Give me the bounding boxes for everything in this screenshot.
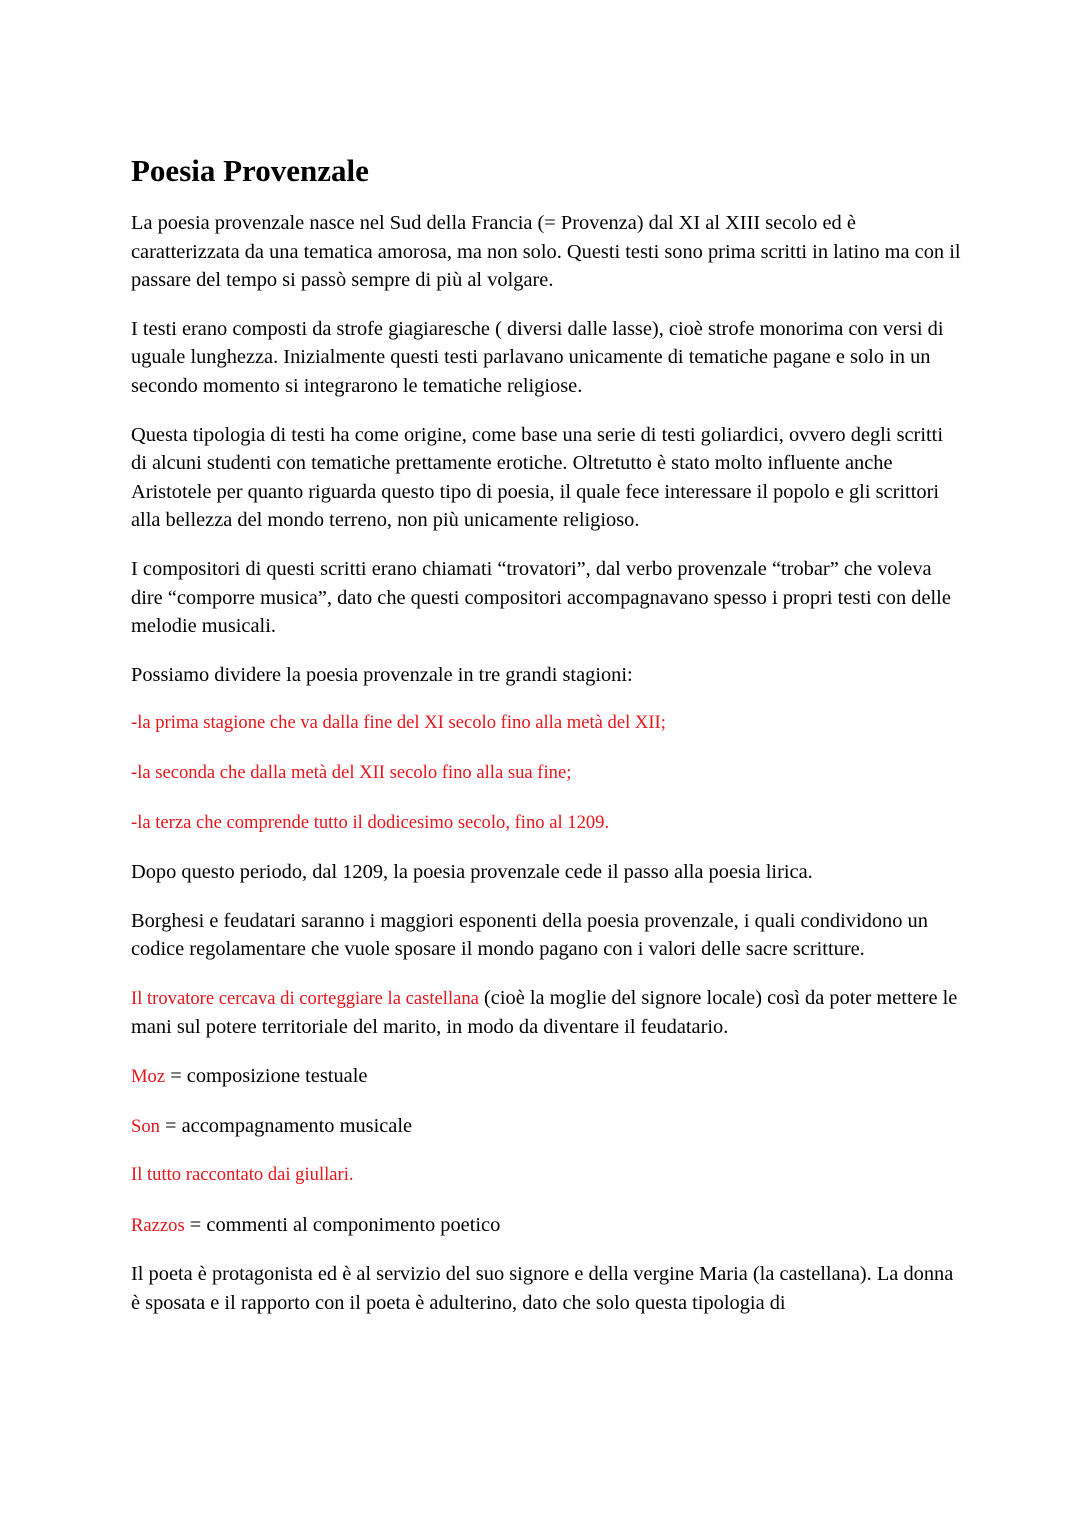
document-body <box>131 150 961 1338</box>
moz-term: Moz <box>131 1066 166 1088</box>
paragraph-seasons-intro: Possiamo dividere la poesia provenzale in tre grandi stagioni: <box>131 663 633 686</box>
paragraph-borghesi: Borghesi e feudatari saranno i maggiori esponenti della poesia provenzale, i quali condividono un codice regolamentare che vuole sposare il mondo pagano con i valori delle sacre scritture. <box>131 909 928 961</box>
castellana-highlight: Il trovatore cercava di corteggiare la castellana <box>131 987 479 1009</box>
razzos-definition: = commenti al componimento poetico <box>184 1213 501 1236</box>
season-item-1: -la prima stagione che va dalla fine del XI secolo fino alla metà del XII; <box>131 712 666 734</box>
season-item-3: -la terza che comprende tutto il dodicesimo secolo, fino al 1209. <box>131 811 610 833</box>
definition-son <box>131 1112 961 1142</box>
castellana-rest: (cioè la moglie del signore locale) così da poter mettere le mani sul potere territoriale del marito, in modo da diventare il feudatario. <box>131 986 958 1039</box>
paragraph-castellana <box>131 984 961 1042</box>
moz-definition: = composizione testuale <box>165 1065 368 1088</box>
son-definition: = accompagnamento musicale <box>159 1114 413 1137</box>
paragraph-origin: La poesia provenzale nasce nel Sud della Francia (= Provenza) dal XI al XIII secolo ed è caratterizzata da una tematica amorosa, ma non solo. Questi testi sono prima scritti in latino ma con il passare del tempo si passò sempre di più al volgare. <box>131 212 961 292</box>
paragraph-structure: I testi erano composti da strofe giagiaresche ( diversi dalle lasse), cioè strofe monorima con versi di uguale lunghezza. Inizialmente questi testi parlavano unicamente di tematiche pagane e solo in un secondo momento si integrarono le tematiche religiose. <box>131 317 944 397</box>
son-term: Son <box>131 1115 160 1137</box>
razzos-term: Razzos <box>131 1214 185 1236</box>
paragraph-trovatori: I compositori di questi scritti erano chiamati “trovatori”, dal verbo provenzale “trobar” che voleva dire “comporre musica”, dato che questi compositori accompagnavano spesso i propri testi con delle melodie musicali. <box>131 557 951 638</box>
page-title: Poesia Provenzale <box>131 153 369 188</box>
paragraph-poeta: Il poeta è protagonista ed è al servizio del suo signore e della vergine Maria (la castellana). La donna è sposata e il rapporto con il poeta è adulterino, dato che solo questa tipologia di <box>131 1263 954 1315</box>
definition-moz <box>131 1062 961 1092</box>
paragraph-lirica: Dopo questo periodo, dal 1209, la poesia provenzale cede il passo alla poesia lirica. <box>131 861 813 884</box>
giullari-note: Il tutto raccontato dai giullari. <box>131 1164 354 1186</box>
paragraph-goliardic: Questa tipologia di testi ha come origine, come base una serie di testi goliardici, ovvero degli scritti di alcuni studenti con tematiche prettamente erotiche. Oltretutto è stato molto influente anche Aristotele per quanto riguarda questo tipo di poesia, il quale fece interessare il popolo e gli scrittori alla bellezza del mondo terreno, non più unicamente religioso. <box>131 423 944 532</box>
definition-razzos <box>131 1211 961 1241</box>
season-item-2: -la seconda che dalla metà del XII secolo fino alla sua fine; <box>131 761 572 783</box>
